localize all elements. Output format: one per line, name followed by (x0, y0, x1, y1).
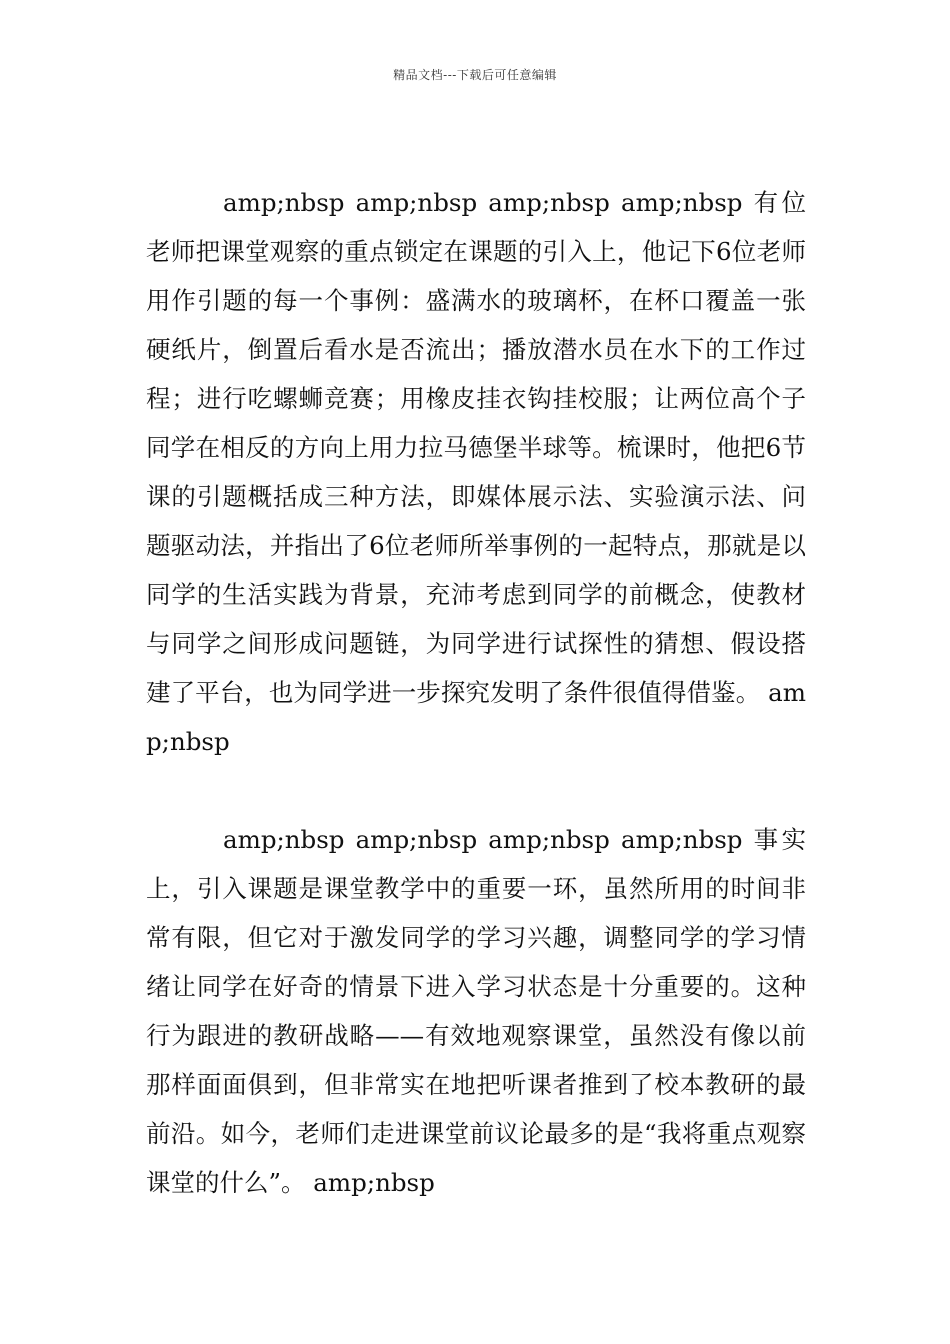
document-body (146, 178, 806, 1207)
page-header: 精品文档---下载后可任意编辑 (393, 68, 557, 82)
paragraph-introduction-importance: amp;nbsp amp;nbsp amp;nbsp amp;nbsp 事实上，引入课题是课堂教学中的重要一环，虽然所用的时间非常有限，但它对于激发同学的学习兴趣，调整同学的学习情绪让同学在好奇的情景下进入学习状态是十分重要的。这种行为跟进的教研战略——有效地观察课堂，虽然没有像以前那样面面俱到，但非常实在地把听课者推到了校本教研的最前沿。如今，老师们走进课堂前议论最多的是“我将重点观察课堂的什么”。 amp;nbsp (146, 825, 806, 1197)
paragraph-course-introduction-observation: amp;nbsp amp;nbsp amp;nbsp amp;nbsp 有位老师把课堂观察的重点锁定在课题的引入上，他记下6位老师用作引题的每一个事例：盛满水的玻璃杯，在杯口覆盖一张硬纸片，倒置后看水是否流出；播放潜水员在水下的工作过程；进行吃螺蛳竞赛；用橡皮挂衣钩挂校服；让两位高个子同学在相反的方向上用力拉马德堡半球等。梳课时，他把6节课的引题概括成三种方法，即媒体展示法、实验演示法、问题驱动法，并指出了6位老师所举事例的一起特点，那就是以同学的生活实践为背景，充沛考虑到同学的前概念，使教材与同学之间形成问题链，为同学进行试探性的猜想、假设搭建了平台，也为同学进一步探究发明了条件很值得借鉴。 amp;nbsp (146, 188, 806, 756)
